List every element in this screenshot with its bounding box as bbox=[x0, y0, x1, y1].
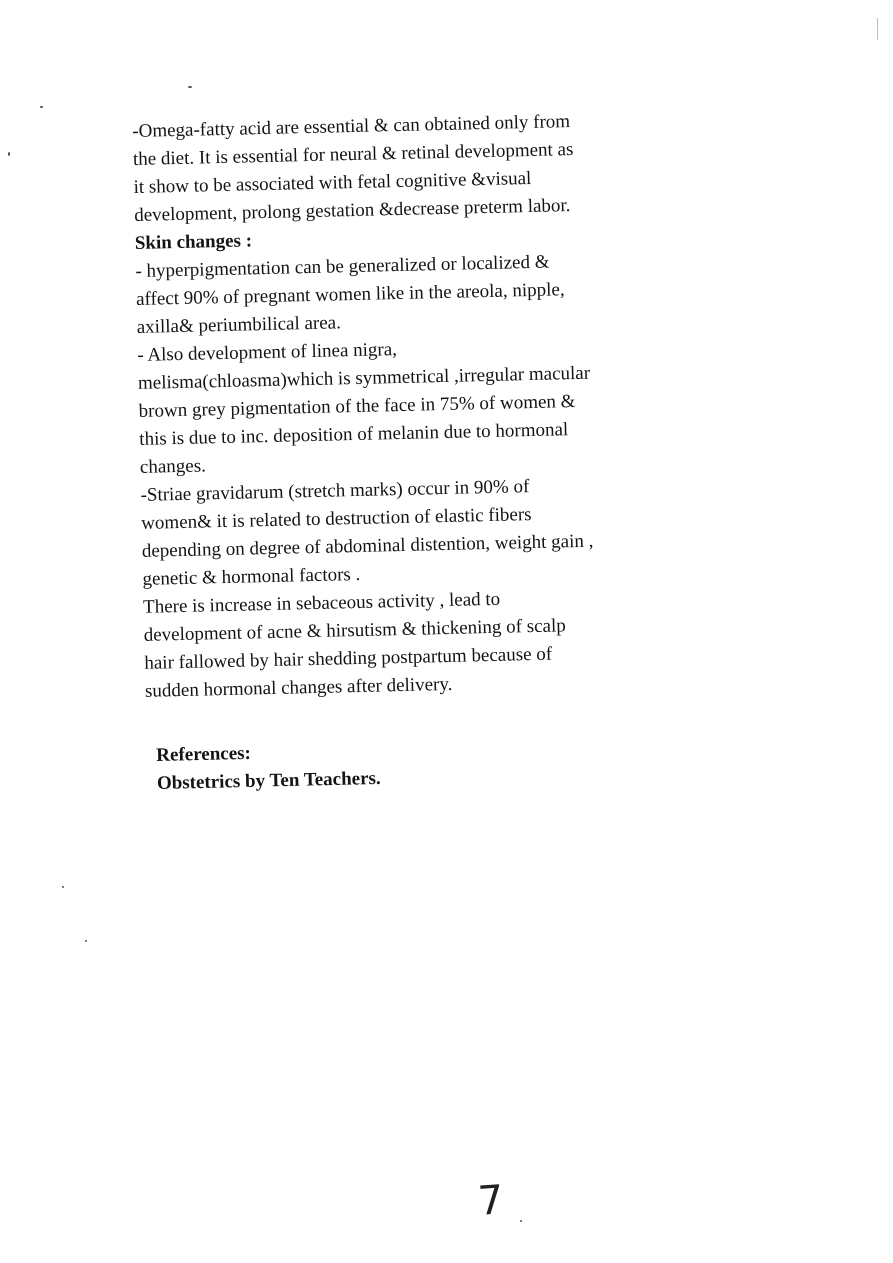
paragraph-line: changes. bbox=[139, 455, 207, 478]
scan-speck bbox=[520, 1220, 522, 1222]
paragraph-line: axilla& periumbilical area. bbox=[136, 312, 342, 338]
scan-speck bbox=[40, 106, 43, 108]
paragraph-line: it show to be associated with fetal cognitive &visual bbox=[133, 167, 532, 198]
paragraph-line: women& it is related to destruction of elastic fibers bbox=[140, 504, 532, 534]
references-source: Obstetrics by Ten Teachers. bbox=[156, 767, 381, 794]
paragraph-line: -Striae gravidarum (stretch marks) occur in 90% of bbox=[140, 476, 530, 506]
scan-speck bbox=[85, 940, 87, 942]
scan-speck bbox=[188, 86, 192, 88]
paragraph-line: There is increase in sebaceous activity , lead to bbox=[142, 588, 501, 618]
paragraph-line: genetic & hormonal factors . bbox=[142, 563, 361, 590]
paragraph-line: affect 90% of pregnant women like in the areola, nipple, bbox=[135, 279, 565, 310]
scan-edge-mark bbox=[877, 18, 878, 40]
paragraph-line: the diet. It is essential for neural & retinal development as bbox=[132, 138, 574, 170]
paragraph-line: brown grey pigmentation of the face in 75% of women & bbox=[138, 391, 576, 422]
references-heading: References: bbox=[156, 742, 252, 766]
paragraph-line: -Omega-fatty acid are essential & can obtained only from bbox=[132, 111, 571, 142]
references-section bbox=[156, 737, 381, 798]
paragraph-line: melisma(chloasma)which is symmetrical ,irregular macular bbox=[137, 362, 591, 394]
paragraph-line: sudden hormonal changes after delivery. bbox=[144, 673, 453, 702]
paragraph-line: - hyperpigmentation can be generalized or localized & bbox=[135, 251, 550, 282]
section-heading: Skin changes : bbox=[134, 230, 253, 254]
paragraph-line: development of acne & hirsutism & thickening of scalp bbox=[143, 615, 566, 646]
page-number: 7 bbox=[476, 1177, 506, 1225]
scan-speck bbox=[62, 886, 64, 888]
paragraph-line: this is due to inc. deposition of melanin due to hormonal bbox=[139, 419, 569, 450]
paragraph-line: hair fallowed by hair shedding postpartum because of bbox=[144, 643, 553, 674]
body-text bbox=[132, 106, 665, 706]
paragraph-line: depending on degree of abdominal distention, weight gain , bbox=[141, 530, 594, 562]
scan-speck bbox=[8, 152, 10, 156]
paragraph-line: development, prolong gestation &decrease preterm labor. bbox=[133, 195, 571, 226]
paragraph-line: - Also development of linea nigra, bbox=[137, 339, 398, 366]
